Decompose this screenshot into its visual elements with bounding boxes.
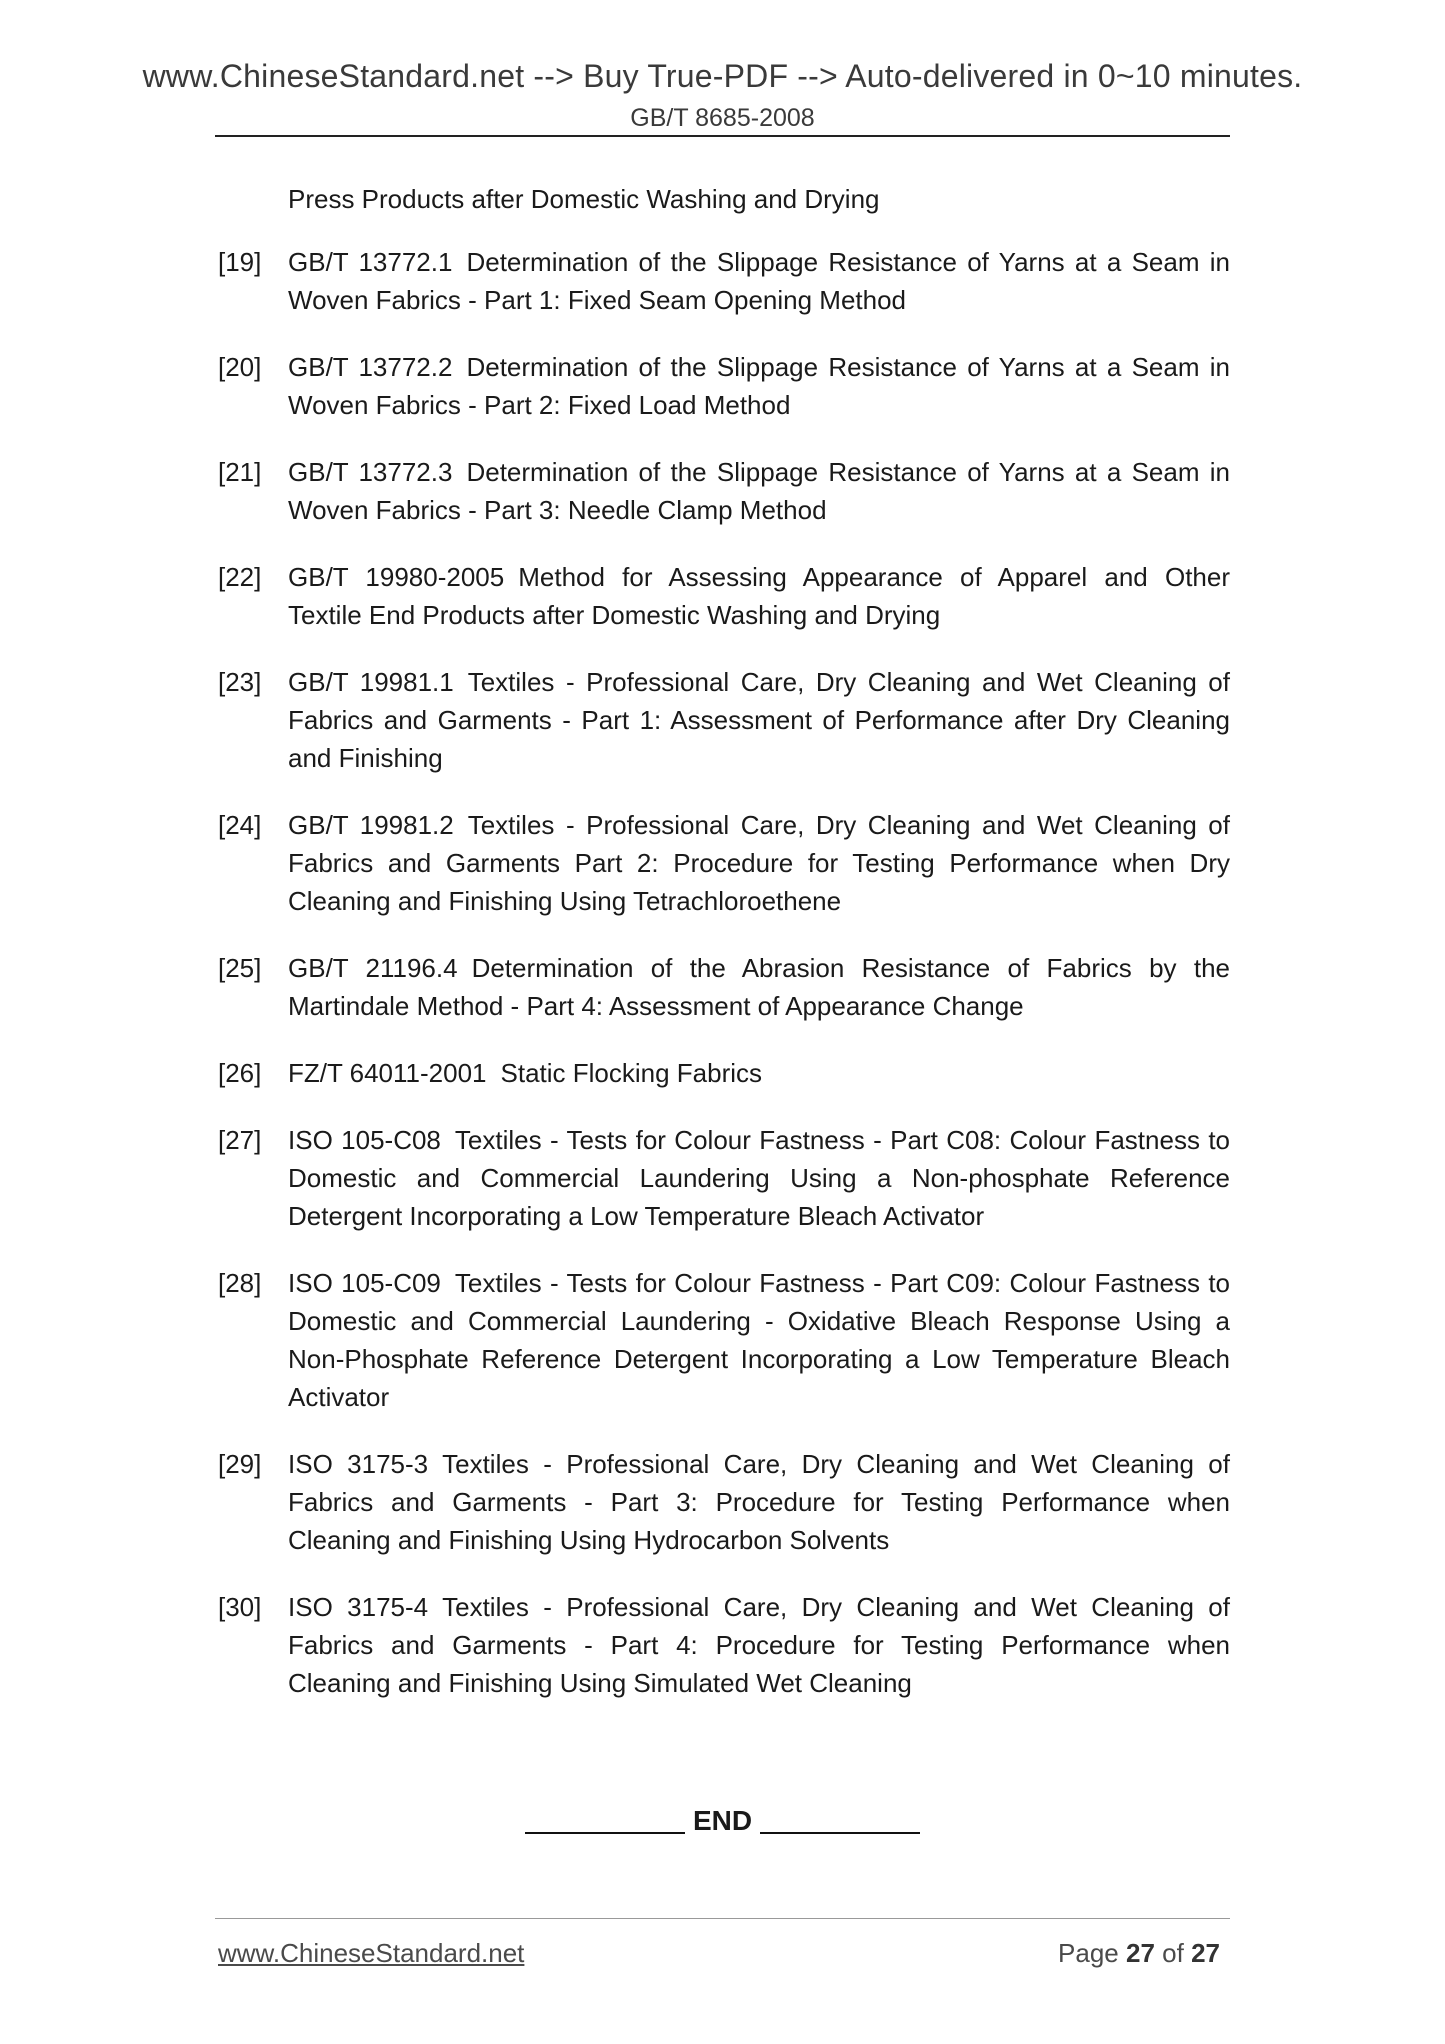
reference-title: Determination of the Slippage Resistance of Yarns at a Seam in Woven Fabrics - Part 3: Needle Clamp Method (288, 457, 1230, 525)
reference-title: Textiles - Professional Care, Dry Cleaning and Wet Cleaning of Fabrics and Garments - Part 3: Procedure for Testing Performance when Cleaning and Finishing Using Hydrocarbon Solvents (288, 1449, 1230, 1555)
reference-item (218, 949, 1230, 1025)
footer-divider (215, 1918, 1230, 1919)
reference-number: [23] (218, 667, 262, 697)
reference-code: GB/T 13772.1 (288, 247, 453, 277)
reference-body (288, 243, 1230, 319)
reference-number: [21] (218, 457, 262, 487)
reference-item (218, 1445, 1230, 1559)
page-current: 27 (1126, 1938, 1155, 1968)
header-divider (215, 135, 1230, 137)
reference-title: Textiles - Tests for Colour Fastness - Part C09: Colour Fastness to Domestic and Commercial Laundering - Oxidative Bleach Response Using a Non-Phosphate Reference Detergent Incorporating a Low Temperature Bleach Activator (288, 1268, 1231, 1412)
reference-title: Static Flocking Fabrics (500, 1058, 763, 1088)
reference-code: GB/T 13772.3 (288, 457, 453, 487)
reference-number: [29] (218, 1449, 262, 1479)
reference-code: ISO 105-C08 (288, 1125, 441, 1155)
page-of: of (1162, 1938, 1184, 1968)
end-right-rule (760, 1832, 920, 1834)
reference-body (288, 1588, 1230, 1702)
page-prefix: Page (1058, 1938, 1119, 1968)
reference-number: [19] (218, 247, 262, 277)
reference-code: ISO 3175-3 (288, 1449, 429, 1479)
reference-title: Textiles - Professional Care, Dry Cleaning and Wet Cleaning of Fabrics and Garments - Part 1: Assessment of Performance after Dry Cleaning and Finishing (288, 667, 1230, 773)
reference-body (288, 453, 1230, 529)
reference-number: [28] (218, 1268, 262, 1298)
reference-code: GB/T 13772.2 (288, 352, 453, 382)
reference-item (218, 1264, 1230, 1416)
reference-body (288, 806, 1230, 920)
reference-number: [26] (218, 1058, 262, 1088)
reference-code: ISO 3175-4 (288, 1592, 429, 1622)
header-banner: www.ChineseStandard.net --> Buy True-PDF --> Auto-delivered in 0~10 minutes. (142, 58, 1303, 94)
page-indicator (1058, 1938, 1220, 1969)
reference-body (288, 348, 1230, 424)
reference-number: [27] (218, 1125, 262, 1155)
reference-body (288, 558, 1230, 634)
reference-item (218, 806, 1230, 920)
reference-title: Textiles - Tests for Colour Fastness - Part C08: Colour Fastness to Domestic and Commercial Laundering Using a Non-phosphate Reference Detergent Incorporating a Low Temperature Bleach Activator (288, 1125, 1231, 1231)
reference-title: Textiles - Professional Care, Dry Cleaning and Wet Cleaning of Fabrics and Garments Part 2: Procedure for Testing Performance when Dry Cleaning and Finishing Using Tetrachloroethene (288, 810, 1230, 916)
reference-code: GB/T 19981.1 (288, 667, 454, 697)
reference-number: [24] (218, 810, 262, 840)
reference-item (218, 348, 1230, 424)
reference-code: ISO 105-C09 (288, 1268, 441, 1298)
reference-item (218, 453, 1230, 529)
reference-number: [30] (218, 1592, 262, 1622)
reference-code: GB/T 21196.4 (288, 953, 458, 983)
reference-title: Textiles - Professional Care, Dry Cleaning and Wet Cleaning of Fabrics and Garments - Part 4: Procedure for Testing Performance when Cleaning and Finishing Using Simulated Wet Cleaning (288, 1592, 1230, 1698)
reference-body (288, 1054, 1230, 1092)
reference-title: Determination of the Slippage Resistance of Yarns at a Seam in Woven Fabrics - Part 2: Fixed Load Method (288, 352, 1230, 420)
reference-item (218, 1588, 1230, 1702)
end-left-rule (525, 1832, 685, 1834)
reference-body (288, 1264, 1230, 1416)
reference-body (288, 1121, 1230, 1235)
reference-number: [22] (218, 562, 262, 592)
reference-item (218, 1121, 1230, 1235)
reference-number: [25] (218, 953, 262, 983)
reference-item (218, 243, 1230, 319)
reference-number: [20] (218, 352, 262, 382)
reference-title: Determination of the Slippage Resistance of Yarns at a Seam in Woven Fabrics - Part 1: Fixed Seam Opening Method (288, 247, 1230, 315)
reference-body (288, 663, 1230, 777)
reference-body (288, 1445, 1230, 1559)
continued-reference-text: Press Products after Domestic Washing and Drying (288, 184, 880, 214)
reference-code: GB/T 19980-2005 (288, 562, 505, 592)
reference-title: Method for Assessing Appearance of Apparel and Other Textile End Products after Domestic Washing and Drying (288, 562, 1230, 630)
document-id: GB/T 8685-2008 (630, 104, 815, 132)
reference-code: FZ/T 64011-2001 (288, 1058, 487, 1088)
reference-body (288, 949, 1230, 1025)
footer-site-link[interactable]: www.ChineseStandard.net (218, 1938, 525, 1968)
reference-code: GB/T 19981.2 (288, 810, 454, 840)
reference-item (218, 1054, 1230, 1092)
page-total: 27 (1191, 1938, 1220, 1968)
reference-list (218, 243, 1230, 1731)
end-marker (0, 1805, 1445, 1837)
end-label: END (692, 1805, 753, 1836)
reference-title: Determination of the Abrasion Resistance of Fabrics by the Martindale Method - Part 4: Assessment of Appearance Change (288, 953, 1230, 1021)
reference-item (218, 663, 1230, 777)
reference-item (218, 558, 1230, 634)
